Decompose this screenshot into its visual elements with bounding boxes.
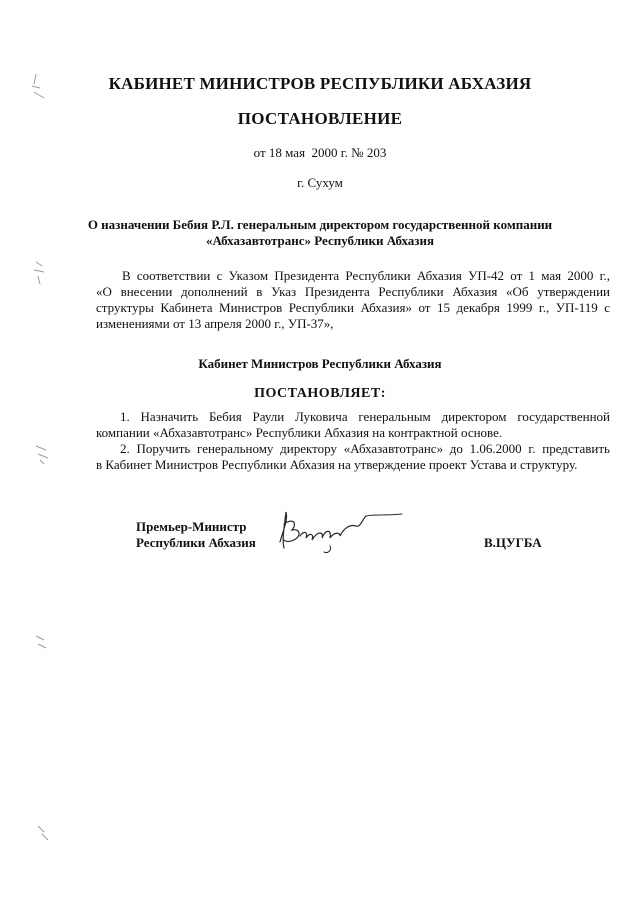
decree-date-number: от 18 мая 2000 г. № 203 — [253, 145, 387, 160]
decree-item-line: 2. Поручить генеральному директору «Абхазавтотранс» до 1.06.2000 г. представить — [120, 441, 610, 456]
preamble-paragraph — [96, 268, 610, 332]
handwritten-signature — [270, 498, 410, 558]
document-header-title: КАБИНЕТ МИНИСТРОВ РЕСПУБЛИКИ АБХАЗИЯ — [108, 74, 532, 93]
decree-item-line: 1. Назначить Бебия Раули Луковича генеральным директором государственной — [120, 409, 610, 424]
scan-margin-mark — [34, 822, 54, 844]
cabinet-label: Кабинет Министров Республики Абхазия — [198, 356, 442, 371]
signatory-role-line: Республики Абхазия — [136, 535, 256, 550]
decree-item-line: компании «Абхазавтотранс» Республики Абхазия на контрактной основе. — [96, 425, 503, 440]
preamble-line: «О внесении дополнений в Указ Президента Республики Абхазия «Об утверждении — [96, 284, 610, 299]
signatory-role-line: Премьер-Министр — [136, 519, 247, 534]
scan-margin-mark — [32, 632, 52, 654]
decree-place: г. Сухум — [297, 175, 343, 190]
scan-margin-mark — [30, 258, 52, 288]
preamble-line: структуры Кабинета Министров Республики Абхазия» от 15 декабря 1999 г., УП-119 с — [96, 300, 610, 315]
decree-subject — [0, 217, 640, 249]
signatory-role — [136, 519, 256, 551]
decree-subject-line: «Абхазавтотранс» Республики Абхазия — [205, 233, 435, 248]
scan-margin-mark — [32, 440, 54, 466]
decree-item-line: в Кабинет Министров Республики Абхазия на утверждение проект Устава и структуру. — [96, 457, 578, 472]
preamble-line: В соответствии с Указом Президента Республики Абхазия УП-42 от 1 мая 2000 г., — [122, 268, 610, 283]
signatory-name: В.ЦУГБА — [484, 535, 542, 550]
decree-subject-line: О назначении Бебия Р.Л. генеральным директором государственной компании — [87, 217, 553, 232]
decree-items — [96, 409, 610, 473]
document-type-label: ПОСТАНОВЛЕНИЕ — [237, 109, 403, 128]
resolves-label: ПОСТАНОВЛЯЕТ: — [254, 386, 386, 401]
preamble-line: изменениями от 13 апреля 2000 г., УП-37», — [96, 316, 334, 331]
